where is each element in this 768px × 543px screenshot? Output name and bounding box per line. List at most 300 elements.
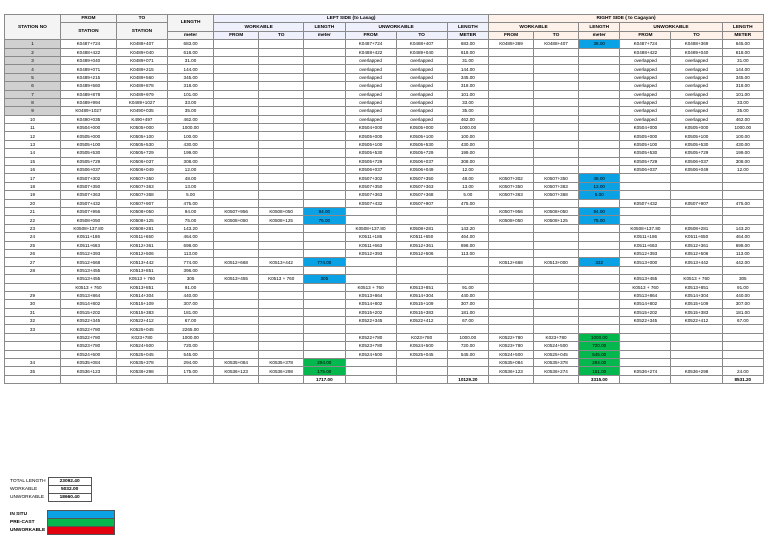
cell-left-workable-to bbox=[259, 140, 304, 148]
cell-left-workable-from bbox=[214, 317, 259, 325]
cell-station-from: K0535+084 bbox=[60, 359, 116, 367]
cell-right-unworkable-to: K0512+506 bbox=[671, 249, 722, 257]
cell-left-workable-from bbox=[214, 73, 259, 81]
table-row bbox=[5, 107, 764, 115]
cell-right-unworkable-from: K0513+455 bbox=[620, 275, 671, 283]
cell-left-unworkable-from: K0507+363 bbox=[345, 191, 396, 199]
cell-left-workable-to bbox=[259, 166, 304, 174]
cell-right-unworkable-from: overlapped bbox=[620, 73, 671, 81]
cell-right-unworkable-from: overlapped bbox=[620, 90, 671, 98]
cell-left-workable-length bbox=[304, 56, 345, 64]
cell-left-workable-from bbox=[214, 149, 259, 157]
row-station-no: 30 bbox=[5, 300, 61, 308]
cell-right-workable-to bbox=[534, 300, 579, 308]
cell-right-workable-length bbox=[579, 132, 620, 140]
cell-left-unworkable-from: K0505+000 bbox=[345, 132, 396, 140]
cell-station-to: K0522+412 bbox=[116, 317, 167, 325]
cell-right-unworkable-from: K0514+802 bbox=[620, 300, 671, 308]
cell-left-unworkable-from: K0523+780 bbox=[345, 342, 396, 350]
cell-station-length: 67.00 bbox=[167, 317, 213, 325]
cell-left-unworkable-to: overlapped bbox=[396, 73, 447, 81]
cell-right-workable-from bbox=[489, 82, 534, 90]
cell-right-unworkable-from bbox=[620, 216, 671, 224]
cell-right-unworkable-to: overlapped bbox=[671, 98, 722, 106]
cell-left-unworkable-length: 101.00 bbox=[447, 90, 488, 98]
cell-right-workable-to bbox=[534, 199, 579, 207]
cell-right-unworkable-to: K0506+049 bbox=[671, 166, 722, 174]
cell-right-workable-to bbox=[534, 107, 579, 115]
cell-left-workable-from bbox=[214, 166, 259, 174]
cell-station-length: 308.00 bbox=[167, 157, 213, 165]
row-station-no: 12 bbox=[5, 132, 61, 140]
cell-left-workable-to bbox=[259, 56, 304, 64]
cell-right-workable-from bbox=[489, 300, 534, 308]
table-row bbox=[5, 207, 764, 215]
cell-left-workable-length bbox=[304, 199, 345, 207]
cell-station-length: 774.00 bbox=[167, 258, 213, 266]
cell-left-unworkable-length: 199.00 bbox=[447, 149, 488, 157]
cell-right-unworkable-length bbox=[722, 191, 763, 199]
cell-station-from: K0512+393 bbox=[60, 249, 116, 257]
cell-left-unworkable-from: K0511+186 bbox=[345, 233, 396, 241]
table-row bbox=[5, 182, 764, 190]
cell-left-workable-to bbox=[259, 157, 304, 165]
cell-left-workable-to bbox=[259, 233, 304, 241]
table-row bbox=[5, 308, 764, 316]
cell-station-length: 430.00 bbox=[167, 140, 213, 148]
cell-right-workable-from bbox=[489, 224, 534, 232]
cell-right-workable-from bbox=[489, 266, 534, 274]
cell-right-workable-length: 332 bbox=[579, 258, 620, 266]
cell-left-unworkable-length bbox=[447, 258, 488, 266]
cell-left-workable-to bbox=[259, 98, 304, 106]
col-from-station: STATION bbox=[60, 23, 116, 40]
cell-left-unworkable-from bbox=[345, 367, 396, 375]
cell-left-workable-length bbox=[304, 115, 345, 123]
cell-right-workable-from bbox=[489, 157, 534, 165]
table-row bbox=[5, 65, 764, 73]
cell-left-unworkable-to bbox=[396, 275, 447, 283]
cell-right-unworkable-to: overlapped bbox=[671, 73, 722, 81]
summary-value: 18660.40 bbox=[48, 494, 91, 502]
cell-right-unworkable-from: K0487+724 bbox=[620, 40, 671, 48]
cell-right-unworkable-length: 308.00 bbox=[722, 157, 763, 165]
cell-station-from: K0508+050 bbox=[60, 216, 116, 224]
cell-station-to: K0505+000 bbox=[116, 124, 167, 132]
cell-left-unworkable-length: 462.00 bbox=[447, 115, 488, 123]
cell-station-length: 618.00 bbox=[167, 48, 213, 56]
cell-right-unworkable-from bbox=[620, 174, 671, 182]
cell-station-from: K0511+186 bbox=[60, 233, 116, 241]
row-station-no: 6 bbox=[5, 82, 61, 90]
cell-station-to: K0513 + 760 bbox=[116, 275, 167, 283]
cell-right-unworkable-length: 91.00 bbox=[722, 283, 763, 291]
cell-left-unworkable-length: 1000.00 bbox=[447, 333, 488, 341]
cell-right-workable-to bbox=[534, 65, 579, 73]
cell-left-unworkable-to: K0525+045 bbox=[396, 350, 447, 358]
cell-right-workable-length: 151.00 bbox=[579, 367, 620, 375]
cell-station-to: K0508+281 bbox=[116, 224, 167, 232]
cell-right-unworkable-from bbox=[620, 342, 671, 350]
cell-left-unworkable-from: K0511+663 bbox=[345, 241, 396, 249]
cell-station-length: 100.00 bbox=[167, 132, 213, 140]
cell-left-unworkable-to bbox=[396, 258, 447, 266]
cell-left-unworkable-from: overlapped bbox=[345, 107, 396, 115]
cell-left-workable-from bbox=[214, 157, 259, 165]
cell-right-unworkable-length: 101.00 bbox=[722, 90, 763, 98]
cell-left-unworkable-length: 475.00 bbox=[447, 199, 488, 207]
cell-left-unworkable-length: 308.00 bbox=[447, 157, 488, 165]
cell-right-unworkable-to: K0488+369 bbox=[671, 40, 722, 48]
cell-right-unworkable-to: K0513+442 bbox=[671, 258, 722, 266]
row-station-no: 35 bbox=[5, 367, 61, 375]
row-station-no: 34 bbox=[5, 359, 61, 367]
cell-right-unworkable-from: K0511+186 bbox=[620, 233, 671, 241]
cell-right-unworkable-from bbox=[620, 325, 671, 333]
cell-station-to: K0513+851 bbox=[116, 266, 167, 274]
cell-left-workable-from bbox=[214, 82, 259, 90]
legend-swatch-red bbox=[48, 527, 115, 535]
cell-left-workable-to: K0513 + 760 bbox=[259, 275, 304, 283]
cell-left-workable-length bbox=[304, 65, 345, 73]
cell-left-unworkable-length bbox=[447, 216, 488, 224]
cell-right-unworkable-length: 345.00 bbox=[722, 73, 763, 81]
cell-left-unworkable-to bbox=[396, 359, 447, 367]
row-station-no: 14 bbox=[5, 149, 61, 157]
cell-left-unworkable-length: 307.00 bbox=[447, 300, 488, 308]
empty-cell bbox=[489, 375, 534, 383]
left-workable-from-head: FROM bbox=[214, 31, 259, 39]
cell-left-workable-from bbox=[214, 90, 259, 98]
cell-right-unworkable-length: 462.00 bbox=[722, 115, 763, 123]
cell-station-length: 305 bbox=[167, 275, 213, 283]
empty-cell bbox=[167, 375, 213, 383]
right-workable-from-head: FROM bbox=[489, 31, 534, 39]
cell-right-unworkable-length: 1000.00 bbox=[722, 124, 763, 132]
cell-right-workable-to: K0507+363 bbox=[534, 182, 579, 190]
cell-left-workable-from bbox=[214, 115, 259, 123]
cell-left-workable-length bbox=[304, 224, 345, 232]
cell-right-workable-from: K0536+123 bbox=[489, 367, 534, 375]
cell-right-unworkable-from bbox=[620, 350, 671, 358]
cell-right-unworkable-from: K0522+345 bbox=[620, 317, 671, 325]
cell-left-unworkable-length: 113.00 bbox=[447, 249, 488, 257]
table-row bbox=[5, 283, 764, 291]
total-right-unworkable: 8531.20 bbox=[722, 375, 763, 383]
cell-left-workable-to bbox=[259, 73, 304, 81]
right-unworkable-from-head: FROM bbox=[620, 31, 671, 39]
cell-right-unworkable-to: K0505+530 bbox=[671, 140, 722, 148]
cell-left-workable-to: K0508+125 bbox=[259, 216, 304, 224]
cell-right-workable-from bbox=[489, 166, 534, 174]
legend-label: UNWORKABLE bbox=[10, 528, 46, 533]
cell-left-workable-length bbox=[304, 266, 345, 274]
cell-left-unworkable-to: K0505+729 bbox=[396, 149, 447, 157]
table-row bbox=[5, 149, 764, 157]
row-station-no: 31 bbox=[5, 308, 61, 316]
cell-right-unworkable-to: K0506+037 bbox=[671, 157, 722, 165]
cell-station-length: 720.00 bbox=[167, 342, 213, 350]
cell-right-workable-length bbox=[579, 317, 620, 325]
cell-right-unworkable-length: 12.00 bbox=[722, 166, 763, 174]
cell-left-workable-from bbox=[214, 140, 259, 148]
cell-left-workable-from bbox=[214, 182, 259, 190]
cell-station-length: 440.00 bbox=[167, 291, 213, 299]
cell-left-unworkable-from: K0513 + 760 bbox=[345, 283, 396, 291]
cell-left-workable-to bbox=[259, 317, 304, 325]
cell-left-unworkable-length: 698.00 bbox=[447, 241, 488, 249]
cell-right-unworkable-length bbox=[722, 325, 763, 333]
cell-left-workable-to bbox=[259, 132, 304, 140]
cell-right-workable-to bbox=[534, 266, 579, 274]
cell-station-from: K0504+000 bbox=[60, 124, 116, 132]
cell-left-workable-length bbox=[304, 132, 345, 140]
cell-right-unworkable-to: overlapped bbox=[671, 90, 722, 98]
cell-left-unworkable-to: K0511+650 bbox=[396, 233, 447, 241]
cell-left-unworkable-to: K0506+049 bbox=[396, 166, 447, 174]
right-workable-length-head: LENGTH bbox=[579, 23, 620, 31]
cell-right-workable-to: K023+780 bbox=[534, 333, 579, 341]
cell-right-unworkable-to: K0489+040 bbox=[671, 48, 722, 56]
cell-right-unworkable-length: 35.00 bbox=[722, 107, 763, 115]
cell-left-unworkable-length: 67.00 bbox=[447, 317, 488, 325]
cell-station-to: K0505+530 bbox=[116, 140, 167, 148]
cell-right-workable-from bbox=[489, 233, 534, 241]
cell-left-workable-from bbox=[214, 56, 259, 64]
cell-left-workable-length bbox=[304, 73, 345, 81]
table-row bbox=[5, 199, 764, 207]
table-row bbox=[5, 300, 764, 308]
legend-label: PRE-CAST bbox=[10, 520, 35, 525]
table-row bbox=[5, 249, 764, 257]
cell-station-from: K0488+422 bbox=[60, 48, 116, 56]
total-right-workable: 3315.00 bbox=[579, 375, 620, 383]
cell-right-unworkable-length bbox=[722, 207, 763, 215]
cell-right-workable-to bbox=[534, 325, 579, 333]
cell-left-unworkable-from: K0514+802 bbox=[345, 300, 396, 308]
cell-right-workable-to bbox=[534, 115, 579, 123]
cell-left-unworkable-to bbox=[396, 207, 447, 215]
cell-right-workable-to: K0507+350 bbox=[534, 174, 579, 182]
right-unworkable-unit: METER bbox=[722, 31, 763, 39]
cell-right-workable-length bbox=[579, 115, 620, 123]
cell-left-workable-to bbox=[259, 224, 304, 232]
legend-pre-cast bbox=[8, 519, 115, 527]
cell-right-unworkable-to bbox=[671, 182, 722, 190]
cell-station-from: K0522+345 bbox=[60, 317, 116, 325]
table-row bbox=[5, 90, 764, 98]
row-station-no bbox=[5, 283, 61, 291]
cell-right-workable-from bbox=[489, 149, 534, 157]
cell-station-length: 396.00 bbox=[167, 266, 213, 274]
cell-left-unworkable-length: 5.00 bbox=[447, 191, 488, 199]
cell-right-unworkable-from: K0536+274 bbox=[620, 367, 671, 375]
legend-in-situ bbox=[8, 511, 115, 519]
cell-right-unworkable-to: K0514+304 bbox=[671, 291, 722, 299]
cell-right-workable-length: 294.00 bbox=[579, 359, 620, 367]
cell-right-workable-length: 545.00 bbox=[579, 350, 620, 358]
empty-cell bbox=[534, 375, 579, 383]
cell-right-workable-to: K0488+407 bbox=[534, 40, 579, 48]
cell-right-workable-from bbox=[489, 98, 534, 106]
cell-station-length: 35.00 bbox=[167, 107, 213, 115]
cell-right-unworkable-from: K0505+100 bbox=[620, 140, 671, 148]
cell-right-workable-from bbox=[489, 107, 534, 115]
cell-left-unworkable-from bbox=[345, 325, 396, 333]
cell-left-workable-from bbox=[214, 174, 259, 182]
table-row bbox=[5, 157, 764, 165]
table-row bbox=[5, 367, 764, 375]
cell-right-unworkable-length bbox=[722, 266, 763, 274]
cell-left-unworkable-length: 31.00 bbox=[447, 56, 488, 64]
cell-right-unworkable-to: overlapped bbox=[671, 107, 722, 115]
cell-station-from: K0522+780 bbox=[60, 333, 116, 341]
cell-right-unworkable-from: overlapped bbox=[620, 82, 671, 90]
cell-left-unworkable-to: K0506+037 bbox=[396, 157, 447, 165]
empty-cell bbox=[671, 375, 722, 383]
cell-left-unworkable-from bbox=[345, 275, 396, 283]
cell-station-to: K0511+650 bbox=[116, 233, 167, 241]
cell-station-to: K0535+378 bbox=[116, 359, 167, 367]
cell-right-workable-to: K0536+274 bbox=[534, 367, 579, 375]
cell-station-to: K0507+907 bbox=[116, 199, 167, 207]
cell-station-length: 462.00 bbox=[167, 115, 213, 123]
cell-left-unworkable-from bbox=[345, 216, 396, 224]
cell-station-to: K0506+037 bbox=[116, 157, 167, 165]
cell-left-workable-from bbox=[214, 291, 259, 299]
cell-station-from: K0507+302 bbox=[60, 174, 116, 182]
row-station-no: 22 bbox=[5, 216, 61, 224]
cell-right-unworkable-length: 67.00 bbox=[722, 317, 763, 325]
cell-left-workable-to bbox=[259, 350, 304, 358]
cell-station-from: K0522+780 bbox=[60, 325, 116, 333]
cell-left-unworkable-length bbox=[447, 275, 488, 283]
cell-station-from: K0489+040 bbox=[60, 56, 116, 64]
table-body bbox=[5, 40, 764, 384]
cell-right-unworkable-to: K0508+281 bbox=[671, 224, 722, 232]
cell-right-unworkable-from bbox=[620, 266, 671, 274]
cell-right-workable-length bbox=[579, 82, 620, 90]
cell-station-length: 2265.00 bbox=[167, 325, 213, 333]
cell-right-unworkable-to bbox=[671, 325, 722, 333]
cell-left-workable-length bbox=[304, 157, 345, 165]
cell-right-unworkable-length: 33.00 bbox=[722, 98, 763, 106]
cell-left-unworkable-from: K0522+345 bbox=[345, 317, 396, 325]
summary-label: WORKABLE bbox=[10, 487, 38, 492]
cell-left-unworkable-to: K0507+907 bbox=[396, 199, 447, 207]
cell-station-from: K0505+530 bbox=[60, 149, 116, 157]
cell-left-unworkable-to: K0505+530 bbox=[396, 140, 447, 148]
cell-right-workable-to bbox=[534, 82, 579, 90]
cell-left-unworkable-from: overlapped bbox=[345, 98, 396, 106]
cell-right-workable-to bbox=[534, 308, 579, 316]
cell-right-unworkable-to bbox=[671, 266, 722, 274]
cell-station-length: 75.00 bbox=[167, 216, 213, 224]
row-station-no: 8 bbox=[5, 98, 61, 106]
cell-right-workable-to: K0513+000 bbox=[534, 258, 579, 266]
cell-left-unworkable-from bbox=[345, 359, 396, 367]
cell-left-unworkable-length: 181.00 bbox=[447, 308, 488, 316]
cell-left-unworkable-from: K0522+780 bbox=[345, 333, 396, 341]
cell-right-unworkable-to: K0505+000 bbox=[671, 124, 722, 132]
row-station-no: 20 bbox=[5, 199, 61, 207]
cell-right-workable-length: 75.00 bbox=[579, 216, 620, 224]
cell-station-from: K0505+000 bbox=[60, 132, 116, 140]
cell-left-unworkable-length: 100.00 bbox=[447, 132, 488, 140]
cell-right-unworkable-length: 618.00 bbox=[722, 48, 763, 56]
cell-left-unworkable-to bbox=[396, 216, 447, 224]
cell-right-workable-from: K0507+302 bbox=[489, 174, 534, 182]
cell-left-workable-from: K0507+956 bbox=[214, 207, 259, 215]
cell-right-workable-length: 5.00 bbox=[579, 191, 620, 199]
cell-left-workable-length bbox=[304, 325, 345, 333]
cell-left-unworkable-length: 35.00 bbox=[447, 107, 488, 115]
cell-left-workable-to bbox=[259, 241, 304, 249]
cell-right-unworkable-to: K0507+907 bbox=[671, 199, 722, 207]
cell-left-workable-to bbox=[259, 40, 304, 48]
row-station-no: 7 bbox=[5, 90, 61, 98]
cell-right-unworkable-to bbox=[671, 333, 722, 341]
cell-right-unworkable-from: K0505+000 bbox=[620, 132, 671, 140]
cell-right-workable-length bbox=[579, 124, 620, 132]
cell-left-unworkable-from bbox=[345, 258, 396, 266]
cell-station-length: 101.00 bbox=[167, 90, 213, 98]
cell-station-to: K0507+363 bbox=[116, 182, 167, 190]
cell-right-unworkable-length bbox=[722, 333, 763, 341]
row-station-no: 28 bbox=[5, 266, 61, 274]
table-row bbox=[5, 291, 764, 299]
cell-right-unworkable-length bbox=[722, 350, 763, 358]
station-table bbox=[4, 14, 764, 384]
cell-left-workable-length bbox=[304, 140, 345, 148]
cell-right-workable-from bbox=[489, 241, 534, 249]
cell-left-workable-to bbox=[259, 308, 304, 316]
table-row bbox=[5, 342, 764, 350]
cell-left-workable-from bbox=[214, 191, 259, 199]
table-row bbox=[5, 233, 764, 241]
cell-station-length: 181.00 bbox=[167, 308, 213, 316]
cell-right-unworkable-length bbox=[722, 216, 763, 224]
cell-left-unworkable-length: 318.00 bbox=[447, 82, 488, 90]
cell-right-unworkable-from: K0513+000 bbox=[620, 258, 671, 266]
cell-right-workable-length bbox=[579, 48, 620, 56]
cell-left-workable-from bbox=[214, 48, 259, 56]
cell-left-workable-to: K0536+298 bbox=[259, 367, 304, 375]
cell-right-unworkable-from bbox=[620, 359, 671, 367]
row-station-no: 17 bbox=[5, 174, 61, 182]
table-row bbox=[5, 132, 764, 140]
cell-right-unworkable-from: K0513+864 bbox=[620, 291, 671, 299]
cell-right-unworkable-to: overlapped bbox=[671, 56, 722, 64]
cell-left-unworkable-length: 440.00 bbox=[447, 291, 488, 299]
cell-left-unworkable-from: K0513+864 bbox=[345, 291, 396, 299]
table-row bbox=[5, 325, 764, 333]
cell-station-length: 345.00 bbox=[167, 73, 213, 81]
cell-right-unworkable-from: overlapped bbox=[620, 65, 671, 73]
cell-right-workable-length bbox=[579, 56, 620, 64]
cell-left-unworkable-to: K0515+383 bbox=[396, 308, 447, 316]
legend-label: IN SITU bbox=[10, 512, 28, 517]
cell-right-workable-length bbox=[579, 241, 620, 249]
cell-left-unworkable-length bbox=[447, 359, 488, 367]
cell-left-workable-length bbox=[304, 233, 345, 241]
cell-right-unworkable-to: K0512+361 bbox=[671, 241, 722, 249]
cell-station-from: K0507+956 bbox=[60, 207, 116, 215]
right-side-title: RIGHT SIDE ( to Cagayan) bbox=[489, 15, 764, 23]
cell-left-unworkable-to: K0524+500 bbox=[396, 342, 447, 350]
table-row bbox=[5, 115, 764, 123]
cell-left-unworkable-length: 33.00 bbox=[447, 98, 488, 106]
